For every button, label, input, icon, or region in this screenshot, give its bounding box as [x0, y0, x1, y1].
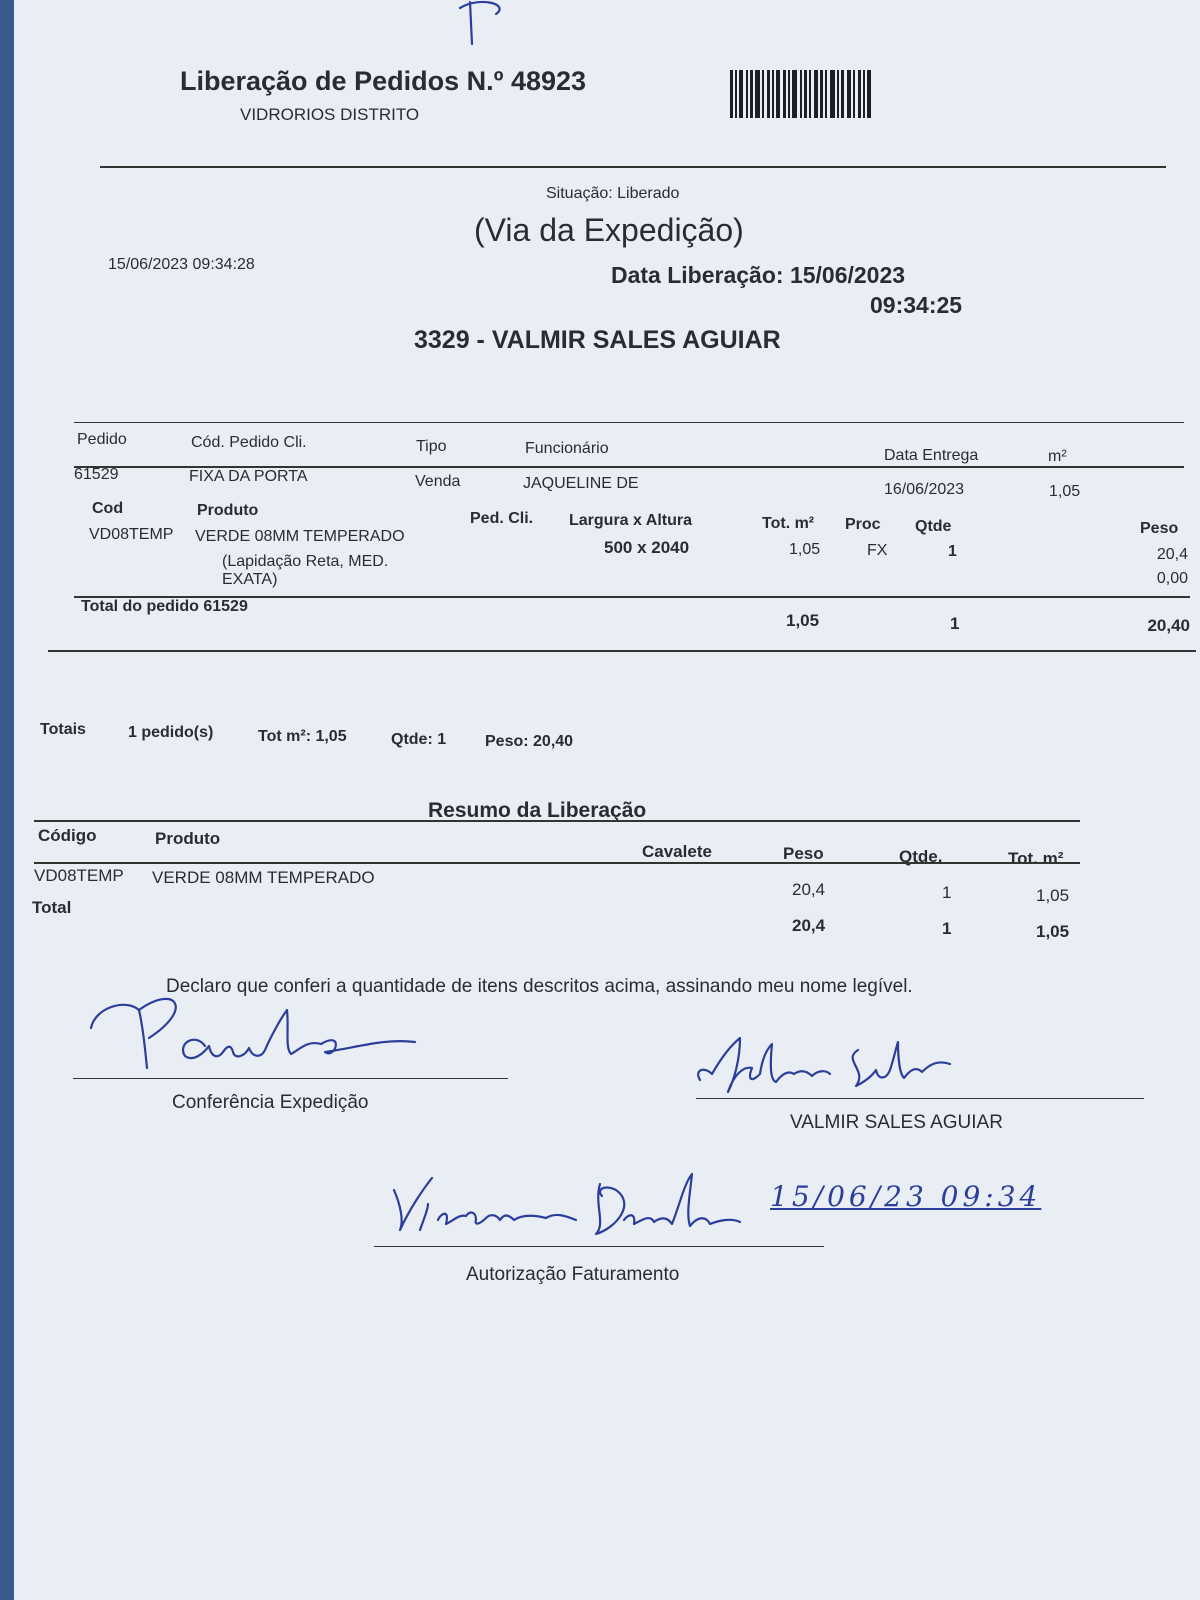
pen-mark: [440, 0, 520, 50]
page-edge: [0, 0, 14, 1600]
summary-produto-header: Produto: [155, 829, 221, 848]
company-name: VIDRORIOS DISTRITO: [240, 105, 420, 124]
item-qtde-header: Qtde: [915, 518, 952, 535]
order-data-entrega: 16/06/2023: [884, 481, 965, 498]
order-total-qtde: 1: [950, 614, 960, 633]
summary-row-produto: VERDE 08MM TEMPERADO: [152, 868, 375, 887]
declaration-text: Declaro que conferi a quantidade de itens descritos acima, assinando meu nome legível.: [166, 976, 913, 997]
status-text: Situação: Liberado: [546, 185, 680, 202]
order-total-peso: 20,40: [1147, 616, 1190, 635]
item-tot-m2-header: Tot. m²: [762, 515, 815, 532]
summary-title: Resumo da Liberação: [428, 799, 647, 822]
copy-type: (Via da Expedição): [474, 212, 744, 248]
item-ped-cli-header: Ped. Cli.: [470, 510, 534, 527]
summary-row-peso: 20,4: [792, 880, 826, 899]
summary-cavalete-header: Cavalete: [642, 842, 712, 861]
order-m2: 1,05: [1049, 483, 1081, 500]
order-total-m2: 1,05: [786, 611, 820, 630]
col-funcionario-header: Funcionário: [525, 440, 609, 457]
order-cod-pedido-cli: FIXA DA PORTA: [189, 468, 308, 485]
faturamento-signature: [380, 1164, 780, 1254]
summary-tot-m2-header: Tot. m²: [1008, 849, 1064, 868]
item-proc-header: Proc: [845, 516, 881, 533]
barcode: [730, 70, 918, 118]
item-largura-altura-header: Largura x Altura: [569, 512, 692, 529]
summary-total-peso: 20,4: [792, 916, 826, 935]
item-peso: 20,4: [1156, 546, 1188, 563]
item-proc: FX: [867, 542, 888, 559]
item-dimensions: 500 x 2040: [604, 538, 690, 557]
item-produto-header: Produto: [197, 502, 259, 519]
item-cod-header: Cod: [92, 500, 124, 517]
faturamento-signature-line: [374, 1246, 824, 1247]
totals-pedidos: 1 pedido(s): [128, 724, 214, 741]
col-tipo-header: Tipo: [416, 438, 447, 455]
order-funcionario: JAQUELINE DE: [523, 475, 639, 492]
summary-row-qtde: 1: [942, 883, 952, 902]
summary-total-label: Total: [32, 898, 72, 917]
item-produto: VERDE 08MM TEMPERADO: [195, 528, 405, 545]
item-produto-detail-2: EXATA): [222, 571, 278, 588]
item-peso-header: Peso: [1140, 520, 1179, 537]
summary-qtde-header: Qtde.: [899, 847, 943, 866]
expedicao-signature-line: [73, 1078, 508, 1079]
summary-codigo-header: Código: [38, 826, 97, 845]
order-tipo: Venda: [415, 473, 461, 490]
summary-peso-header: Peso: [783, 844, 824, 863]
order-pedido: 61529: [74, 466, 119, 483]
item-qtde: 1: [948, 543, 957, 560]
col-data-entrega-header: Data Entrega: [884, 447, 979, 464]
faturamento-label: Autorização Faturamento: [466, 1264, 680, 1285]
client-signature-label: VALMIR SALES AGUIAR: [790, 1112, 1003, 1133]
totals-tot-m2: Tot m²: 1,05: [258, 728, 347, 745]
col-cod-pedido-cli-header: Cód. Pedido Cli.: [191, 434, 307, 451]
expedicao-label: Conferência Expedição: [172, 1092, 369, 1113]
client-signature-line: [696, 1098, 1144, 1099]
document-title: Liberação de Pedidos N.º 48923: [180, 66, 587, 96]
totals-qtde: Qtde: 1: [391, 731, 447, 748]
item-peso-extra: 0,00: [1156, 570, 1188, 587]
summary-row-tot-m2: 1,05: [1036, 886, 1070, 905]
item-cod: VD08TEMP: [89, 526, 174, 543]
summary-total-qtde: 1: [942, 919, 952, 938]
expedicao-signature: [85, 988, 435, 1078]
order-total-label: Total do pedido 61529: [81, 598, 248, 615]
client-signature: [690, 1030, 990, 1100]
item-tot-m2: 1,05: [789, 541, 821, 558]
summary-header-line: [34, 862, 1080, 864]
item-produto-detail-1: (Lapidação Reta, MED.: [222, 553, 389, 570]
print-datetime: 15/06/2023 09:34:28: [108, 256, 255, 273]
order-table-top-line: [74, 422, 1184, 423]
summary-top-line: [34, 820, 1080, 822]
release-date: Data Liberação: 15/06/2023: [611, 262, 906, 288]
handwritten-date: 15/06/23 09:34: [770, 1180, 1042, 1213]
order-table-bottom-line: [48, 650, 1196, 652]
col-pedido-header: Pedido: [77, 431, 127, 448]
col-m2-header: m²: [1048, 448, 1067, 465]
totals-peso: Peso: 20,40: [485, 733, 574, 750]
totals-label: Totais: [40, 721, 86, 738]
summary-row-codigo: VD08TEMP: [34, 866, 124, 885]
release-time: 09:34:25: [870, 292, 963, 318]
header-divider: [100, 166, 1166, 168]
client-name: 3329 - VALMIR SALES AGUIAR: [414, 326, 781, 354]
summary-total-tot-m2: 1,05: [1036, 922, 1070, 941]
